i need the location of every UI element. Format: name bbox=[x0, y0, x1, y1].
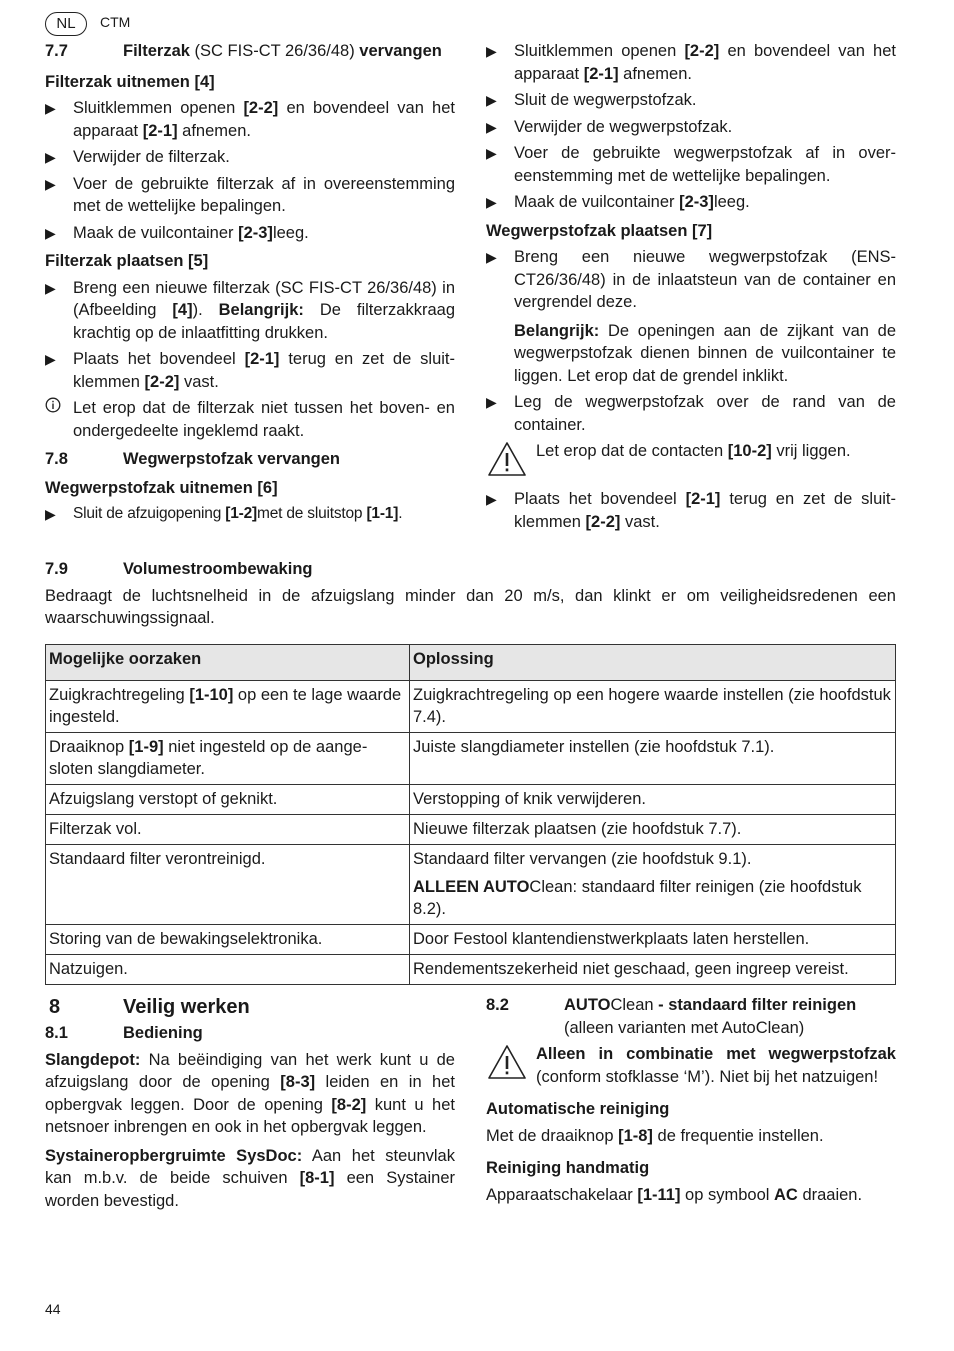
list-item: ▶ Breng een nieuwe wegwerpstofzak (ENS-CT26/36/48) in de inlaatsteun van de container en vergrendel deze. bbox=[486, 246, 896, 314]
arrow-bullet-icon: ▶ bbox=[486, 249, 497, 265]
arrow-bullet-icon: ▶ bbox=[486, 145, 497, 161]
info-icon bbox=[45, 397, 73, 442]
table-row: Standaard filter verontreinigd. Standaard filter vervangen (zie hoofdstuk 9.1). ALLEEN AUTOClean: standaard filter reinigen (zie hoofdstuk 8.2). bbox=[46, 845, 896, 925]
paragraph: Apparaatschakelaar [1-11] op symbool AC draaien. bbox=[486, 1185, 863, 1204]
heading-text: (SC FIS-CT 26/36/48) bbox=[189, 42, 360, 60]
warning-icon bbox=[486, 1043, 536, 1087]
arrow-bullet-icon: ▶ bbox=[486, 118, 497, 135]
warning-block: Alleen in combinatie met wegwerpstofzak (conform stofklasse ‘M’). Niet bij het natzuigen! bbox=[486, 1043, 896, 1088]
right-column-top bbox=[486, 40, 896, 533]
paragraph: Systaineropbergruimte SysDoc: Aan het steunvlak kan m.b.v. de beide schuiven [8-1] een Systainer worden bevestigd. bbox=[45, 1146, 455, 1210]
paragraph: Slangdepot: Na beëindiging van het werk kunt u de afzuigslang door de opening [8-3] leiden en in het opbergvak leggen. Door de opening [8-2] kunt u het netsnoer inbrengen en ook in het opbergvak leggen. bbox=[45, 1050, 455, 1136]
arrow-bullet-icon: ▶ bbox=[486, 43, 497, 59]
arrow-bullet-icon: ▶ bbox=[45, 351, 56, 367]
arrow-bullet-icon: ▶ bbox=[486, 491, 497, 507]
arrow-bullet-icon: ▶ bbox=[45, 175, 56, 192]
arrow-bullet-icon: ▶ bbox=[45, 506, 56, 522]
product-code: CTM bbox=[100, 14, 131, 30]
paragraph: Bedraagt de luchtsnelheid in de afzuigslang minder dan 20 m/s, dan klinkt er om veiligheidsredenen een waarschuwingssignaal. bbox=[45, 586, 896, 627]
list-item: ▶ Sluit de afzuigopening [1-2]met de sluitstop [1-1]. bbox=[45, 503, 455, 526]
language-badge: NL bbox=[45, 12, 87, 36]
heading-8-1: 8.1 Bediening bbox=[45, 1024, 203, 1042]
section-7-9 bbox=[45, 558, 896, 630]
subheading: Wegwerpstofzak plaatsen [7] bbox=[486, 221, 713, 240]
info-item: Let erop dat de filterzak niet tussen het boven- en ondergedeelte ingeklemd raakt. bbox=[45, 397, 455, 442]
list-item: ▶ Plaats het bovendeel [2-1] terug en zet de sluitklemmen [2-2] vast. bbox=[45, 348, 455, 393]
list-item: ▶ Maak de vuilcontainer [2-3]leeg. bbox=[45, 222, 455, 245]
table-row: Storing van de bewakingselektronika. Door Festool klantendienstwerkplaats laten herstellen. bbox=[46, 925, 896, 955]
warning-icon bbox=[486, 440, 536, 484]
arrow-bullet-icon: ▶ bbox=[45, 100, 56, 116]
table-row: Afzuigslang verstopt of geknikt. Verstopping of knik verwijderen. bbox=[46, 785, 896, 815]
column-header: Oplossing bbox=[410, 645, 896, 681]
list-item: ▶ Verwijder de filterzak. bbox=[45, 146, 455, 169]
list-item: ▶ Sluit de wegwerpstofzak. bbox=[486, 89, 896, 112]
table-row: Natzuigen. Rendementszekerheid niet geschaad, geen ingreep vereist. bbox=[46, 955, 896, 985]
left-column-bottom bbox=[45, 994, 455, 1212]
subheading: Reiniging handmatig bbox=[486, 1159, 650, 1177]
table-row: Filterzak vol. Nieuwe filterzak plaatsen (zie hoofdstuk 7.7). bbox=[46, 815, 896, 845]
troubleshooting-table bbox=[45, 644, 896, 985]
arrow-bullet-icon: ▶ bbox=[486, 194, 497, 210]
page-number: 44 bbox=[45, 1301, 61, 1317]
subheading: Filterzak uitnemen [4] bbox=[45, 72, 215, 91]
heading-7-9: 7.9 Volumestroombewaking bbox=[45, 560, 313, 578]
left-column-top bbox=[45, 40, 455, 526]
arrow-bullet-icon: ▶ bbox=[486, 394, 497, 410]
column-header: Mogelijke oorzaken bbox=[46, 645, 410, 681]
arrow-bullet-icon: ▶ bbox=[486, 92, 497, 108]
section-number: 7.7 bbox=[45, 42, 68, 60]
paragraph: Met de draaiknop [1-8] de frequentie instellen. bbox=[486, 1126, 824, 1145]
table-header-row bbox=[46, 645, 896, 681]
table-row: Draaiknop [1-9] niet ingesteld op de aangesloten slangdiameter. Juiste slangdiameter instellen (zie hoofdstuk 7.1). bbox=[46, 733, 896, 785]
subheading: Automatische reiniging bbox=[486, 1100, 670, 1118]
list-item: ▶ Sluitklemmen openen [2-2] en bovendeel van het apparaat [2-1] afnemen. bbox=[45, 97, 455, 142]
list-item: ▶ Voer de gebruikte filterzak af in overeenstemming met de wettelijke bepalingen. bbox=[45, 173, 455, 218]
list-item: ▶ Voer de gebruikte wegwerpstofzak af in overeenstemming met de wettelijke bepalingen. bbox=[486, 142, 896, 187]
list-item: ▶ Leg de wegwerpstofzak over de rand van de container. bbox=[486, 391, 896, 436]
note-text: Belangrijk: De openingen aan de zijkant van de wegwerpstofzak dienen binnen de vuilcontainer te liggen. Let erop dat de grendel inklikt. bbox=[514, 321, 896, 385]
heading-text: vervangen bbox=[359, 42, 442, 60]
list-item: ▶ Maak de vuilcontainer [2-3]leeg. bbox=[486, 191, 896, 214]
warning-block: Let erop dat de contacten [10-2] vrij liggen. bbox=[486, 440, 896, 484]
heading-text: Filterzak bbox=[123, 42, 190, 60]
heading-7-7 bbox=[45, 40, 455, 63]
arrow-bullet-icon: ▶ bbox=[45, 149, 56, 165]
arrow-bullet-icon: ▶ bbox=[45, 224, 56, 241]
heading-8-2: 8.2 AUTOClean - standaard filter reinigen (alleen varianten met AutoClean) bbox=[486, 996, 857, 1037]
right-column-bottom bbox=[486, 994, 896, 1206]
table-row: Zuigkrachtregeling [1-10] op een te lage waarde ingesteld. Zuigkrachtregeling op een hogere waarde instellen (zie hoofdstuk 7.4). bbox=[46, 681, 896, 733]
list-item: ▶ Verwijder de wegwerpstofzak. bbox=[486, 116, 896, 139]
heading-7-8: 7.8 Wegwerpstofzak vervangen bbox=[45, 450, 341, 468]
heading-8: 8 Veilig werken bbox=[49, 996, 250, 1018]
list-item: ▶ Sluitklemmen openen [2-2] en bovendeel van het apparaat [2-1] afnemen. bbox=[486, 40, 896, 85]
arrow-bullet-icon: ▶ bbox=[45, 279, 56, 296]
subheading: Wegwerpstofzak uitnemen [6] bbox=[45, 478, 278, 497]
subheading: Filterzak plaatsen [5] bbox=[45, 252, 209, 270]
list-item: ▶ Plaats het bovendeel [2-1] terug en zet de sluitklemmen [2-2] vast. bbox=[486, 488, 896, 533]
list-item: ▶ Breng een nieuwe filterzak (SC FIS-CT 26/36/48) in (Afbeelding [4]). Belangrijk: De filterzakkraag krachtig op de inlaatfitting drukken. bbox=[45, 277, 455, 345]
